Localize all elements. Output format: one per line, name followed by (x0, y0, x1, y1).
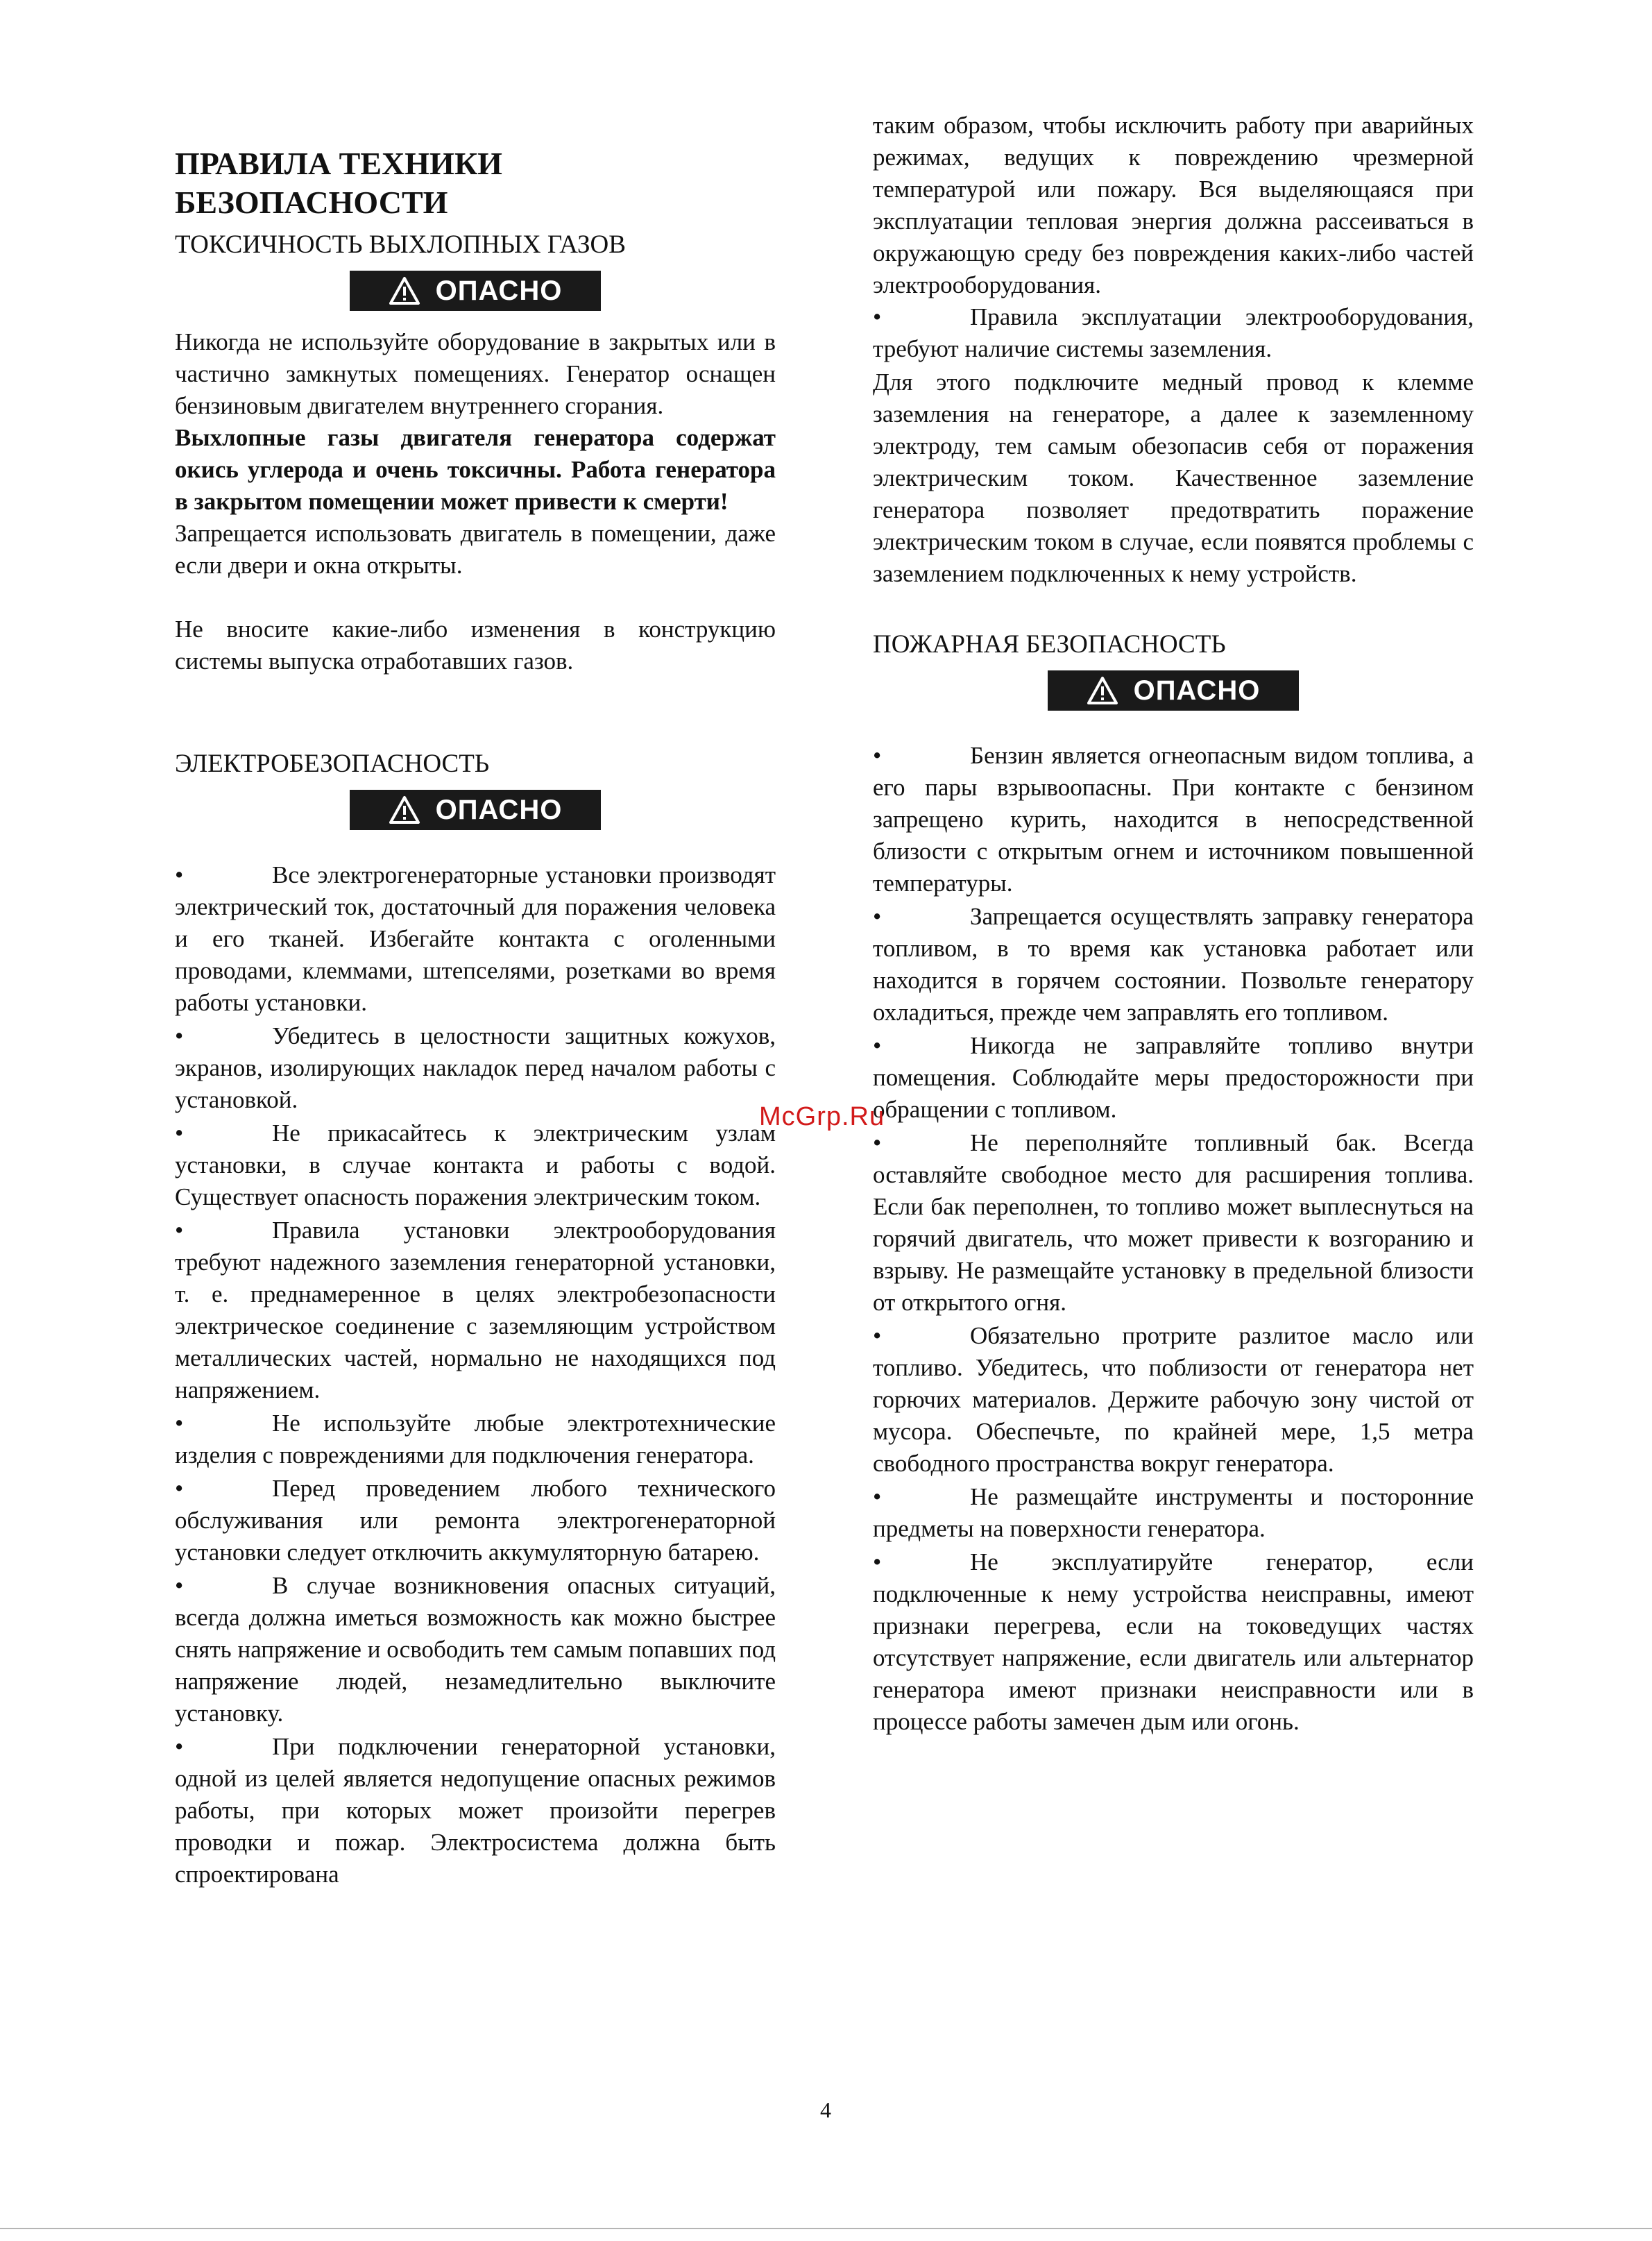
list-item (175, 1215, 776, 1406)
page-number: 4 (820, 2097, 831, 2122)
list-item-text: Не эксплуатируйте генератор, если подключенные к нему устройства неисправны, имеют признаки перегрева, если на токоведущих частях отсутствует напряжение, если двигатель или альтернатор генератора имеют признаки неисправности или в процессе работы замечен дым или огонь. (873, 1548, 1474, 1735)
warning-triangle-icon (389, 795, 420, 824)
paragraph: Никогда не используйте оборудование в закрытых или в частично замкнутых помещениях. Генератор оснащен бензиновым двигателем внутреннего сгорания. (175, 328, 776, 419)
danger-badge (350, 271, 601, 311)
list-item (175, 1570, 776, 1730)
section-heading-exhaust: ТОКСИЧНОСТЬ ВЫХЛОПНЫХ ГАЗОВ (175, 230, 626, 259)
bullet-glyph: • (873, 903, 882, 930)
list-item (175, 859, 776, 1019)
bullet-glyph: • (873, 303, 882, 330)
list-item-text: Перед проведением любого технического обслуживания или ремонта электрогенераторной установки следует отключить аккумуляторную батарею. (175, 1475, 776, 1566)
bullet-glyph: • (873, 1322, 882, 1349)
list-item-text: Никогда не заправляйте топливо внутри помещения. Соблюдайте меры предосторожности при обращении с топливом. (873, 1032, 1474, 1123)
danger-badge (350, 790, 601, 830)
bullet-glyph: • (175, 1022, 184, 1049)
list-item-text: Правила эксплуатации электрооборудования, требуют наличие системы заземления. (873, 303, 1474, 362)
warning-paragraph: Выхлопные газы двигателя генератора содержат окись углерода и очень токсичны. Работа генератора в закрытом помещении может привести к смерти! (175, 424, 776, 515)
title-line-1: ПРАВИЛА ТЕХНИКИ (175, 146, 502, 181)
paragraph: Для этого подключите медный провод к клемме заземления на генераторе, а далее к заземленному электроду, тем самым обезопасив себя от поражения электрическим током. Качественное заземление генератора позволяет предотвратить поражение электрическим током в случае, если появятся проблемы с заземлением подключенных к нему устройств. (873, 369, 1474, 587)
list-item-text: Не используйте любые электротехнические изделия с повреждениями для подключения генератора. (175, 1410, 776, 1469)
bullet-glyph: • (873, 742, 882, 769)
list-item (873, 740, 1474, 899)
list-item (873, 301, 1474, 365)
list-item (175, 1020, 776, 1116)
list-item-text: Все электрогенераторные установки производят электрический ток, достаточный для поражения человека и его тканей. Избегайте контакта с оголенными проводами, клеммами, штепселями, розетками во время работы установки. (175, 861, 776, 1016)
watermark: McGrp.Ru (759, 1102, 885, 1131)
section-heading-electrical: ЭЛЕКТРОБЕЗОПАСНОСТЬ (175, 750, 490, 778)
bullet-glyph: • (175, 1217, 184, 1244)
list-item-text: При подключении генераторной установки, одной из целей является недопущение опасных режимов работы, при которых может произойти перегрев проводки и пожар. Электросистема должна быть спроектирована (175, 1733, 776, 1888)
warning-triangle-icon (389, 276, 420, 305)
bullet-glyph: • (873, 1129, 882, 1156)
bullet-glyph: • (873, 1548, 882, 1575)
list-item-text: Запрещается осуществлять заправку генератора топливом, в то время как установка работает или находится в горячем состоянии. Позвольте генератору охладиться, прежде чем заправлять его топливом. (873, 903, 1474, 1026)
danger-badge-wrap (873, 670, 1474, 712)
bullet-glyph: • (175, 1410, 184, 1437)
title-line-2: БЕЗОПАСНОСТИ (175, 185, 448, 220)
left-column (175, 144, 776, 1892)
list-item (873, 1546, 1474, 1738)
list-item-text: Не переполняйте топливный бак. Всегда оставляйте свободное место для расширения топлива. Если бак переполнен, то топливо может выплеснуться на горячий двигатель, что может привести к возгоранию и взрыву. Не размещайте установку в предельной близости от открытого огня. (873, 1129, 1474, 1316)
list-item-text: В случае возникновения опасных ситуаций, всегда должна иметься возможность как можно быстрее снять напряжение и освободить тем самым попавших под напряжение людей, незамедлительно выключите установку. (175, 1572, 776, 1727)
list-item (175, 1473, 776, 1568)
danger-badge-wrap (175, 271, 776, 312)
bullet-glyph: • (175, 861, 184, 888)
list-item-text: Не прикасайтесь к электрическим узлам установки, в случае контакта и работы с водой. Существует опасность поражения электрическим током. (175, 1119, 776, 1210)
bullet-glyph: • (175, 1572, 184, 1599)
list-item (175, 1731, 776, 1891)
danger-badge (1048, 670, 1299, 711)
electrical-bullet-list (175, 859, 776, 1891)
paragraph: Не вносите какие-либо изменения в конструкцию системы выпуска отработавших газов. (175, 616, 776, 675)
list-item-text: Не размещайте инструменты и посторонние предметы на поверхности генератора. (873, 1483, 1474, 1542)
fire-bullet-list (873, 740, 1474, 1738)
list-item (873, 901, 1474, 1029)
list-item (873, 1320, 1474, 1480)
list-item-text: Правила установки электрооборудования требуют надежного заземления генераторной установки, т. е. преднамеренное в целях электробезопасности электрическое соединение с заземляющим устройством металлических частей, нормально не находящихся под напряжением. (175, 1217, 776, 1403)
section-heading-fire: ПОЖАРНАЯ БЕЗОПАСНОСТЬ (873, 630, 1226, 659)
list-item (873, 1030, 1474, 1126)
list-item-text: Убедитесь в целостности защитных кожухов, экранов, изолирующих накладок перед началом работы с установкой. (175, 1022, 776, 1113)
paragraph: Запрещается использовать двигатель в помещении, даже если двери и окна открыты. (175, 520, 776, 579)
list-item (873, 1127, 1474, 1319)
list-item (175, 1407, 776, 1471)
danger-badge-label: ОПАСНО (435, 794, 563, 825)
danger-badge-label: ОПАСНО (1133, 675, 1261, 706)
bottom-rule (0, 2228, 1652, 2229)
list-item (175, 1117, 776, 1213)
list-item-text: Бензин является огнеопасным видом топлива, а его пары взрывоопасны. При контакте с бензином запрещено курить, находится в непосредственной близости с открытым огнем и источником повышенной температуры. (873, 742, 1474, 897)
danger-badge-wrap (175, 790, 776, 831)
bullet-glyph: • (175, 1119, 184, 1147)
bullet-glyph: • (873, 1483, 882, 1510)
bullet-glyph: • (175, 1733, 184, 1760)
paragraph: таким образом, чтобы исключить работу при аварийных режимах, ведущих к повреждению чрезмерной температурой или пожару. Вся выделяющаяся при эксплуатации тепловая энергия должна рассеиваться в окружающую среду без повреждения каких-либо частей электрооборудования. (873, 112, 1474, 298)
list-item-text: Обязательно протрите разлитое масло или топливо. Убедитесь, что поблизости от генератора нет горючих материалов. Держите рабочую зону чистой от мусора. Обеспечьте, по крайней мере, 1,5 метра свободного пространства вокруг генератора. (873, 1322, 1474, 1477)
bullet-glyph: • (175, 1475, 184, 1502)
danger-badge-label: ОПАСНО (435, 275, 563, 306)
page-title (175, 144, 776, 222)
warning-triangle-icon (1087, 676, 1118, 705)
list-item (873, 1481, 1474, 1545)
right-column (873, 110, 1474, 1739)
bullet-glyph: • (873, 1032, 882, 1059)
